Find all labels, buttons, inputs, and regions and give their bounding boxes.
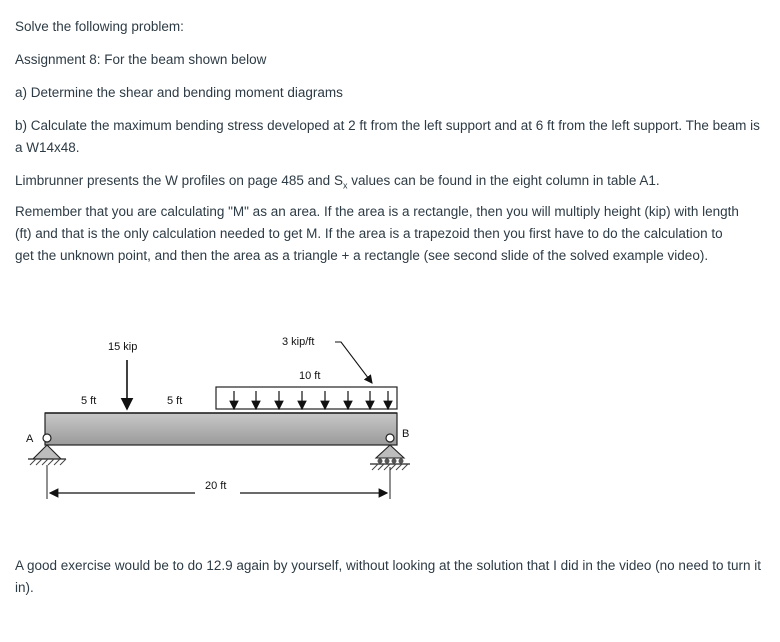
support-a-pin: [43, 434, 51, 442]
span-dimension-label: 20 ft: [205, 480, 227, 492]
support-b-roller: [378, 459, 383, 464]
hatch-line: [390, 464, 396, 470]
hatch-line: [402, 464, 408, 470]
limbrunner-note: [15, 170, 660, 197]
beam: [45, 413, 397, 445]
exercise-note: A good exercise would be to do 12.9 again by yourself, without looking at the solution that I did in the video (no need to turn it in).: [15, 558, 761, 595]
dimension-udl-label: 10 ft: [299, 370, 321, 382]
section-modulus-subscript: x: [342, 180, 348, 191]
assignment-heading: Assignment 8: For the beam shown below: [15, 52, 267, 67]
part-a-text: a) Determine the shear and bending moment diagrams: [15, 85, 343, 100]
distributed-load-label: 3 kip/ft: [282, 336, 315, 348]
hatch-line: [30, 459, 36, 465]
dimension-left-label: 5 ft: [81, 395, 97, 407]
hatch-line: [396, 464, 402, 470]
distributed-load-leader: [335, 342, 372, 383]
support-a-hatching: [30, 459, 66, 465]
remember-note: Remember that you are calculating "M" as an area. If the area is a rectangle, then you will multiply height (kip) with length (ft) and that is the only calculation needed to get M. If the area is a trapezoid then you first have to do the calculation to get the unknown point, and then the area as a triangle + a rectangle (see second slide of the solved example video).: [15, 204, 739, 263]
support-a-triangle: [33, 445, 61, 459]
limbrunner-text-after: values can be found in the eight column in table A1.: [347, 173, 660, 188]
support-b-roller: [385, 459, 390, 464]
hatch-line: [378, 464, 384, 470]
intro-text: Solve the following problem:: [15, 19, 184, 34]
support-b-roller: [392, 459, 397, 464]
limbrunner-text-before: Limbrunner presents the W profiles on page 485 and S: [15, 173, 343, 188]
hatch-line: [60, 459, 66, 465]
support-a-label: A: [26, 433, 34, 445]
hatch-line: [384, 464, 390, 470]
point-load-label: 15 kip: [108, 341, 138, 353]
part-b-text: b) Calculate the maximum bending stress developed at 2 ft from the left support and at 6 ft from the left support. The beam is a W14x48.: [15, 118, 760, 155]
hatch-line: [372, 464, 378, 470]
hatch-line: [42, 459, 48, 465]
support-b-roller: [399, 459, 404, 464]
support-b-triangle: [376, 445, 404, 458]
dimension-middle-label: 5 ft: [167, 395, 183, 407]
support-b-pin: [386, 434, 394, 442]
beam-diagram: [0, 315, 780, 515]
hatch-line: [54, 459, 60, 465]
support-b-label: B: [402, 428, 410, 440]
hatch-line: [48, 459, 54, 465]
hatch-line: [36, 459, 42, 465]
